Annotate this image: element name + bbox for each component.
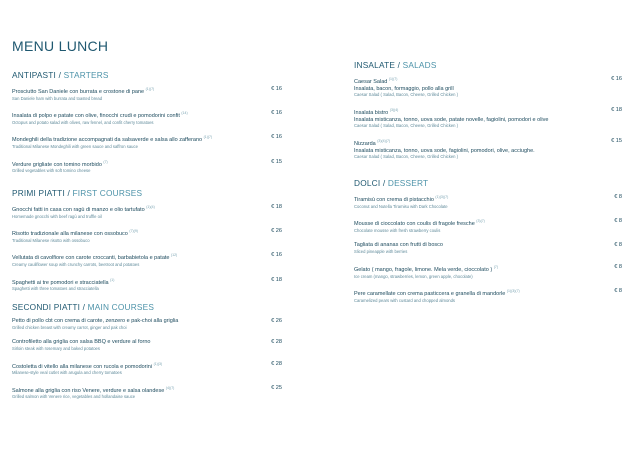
section-title-it: ANTIPASTI bbox=[12, 70, 57, 80]
dish-price: € 8 bbox=[614, 263, 622, 270]
allergen-codes: (3)(4)(7) bbox=[377, 139, 391, 144]
dish-name bbox=[12, 339, 260, 346]
dish-description: Milanese-style veal cutlet with arugula and cherry tomatoes bbox=[12, 370, 122, 376]
menu-item bbox=[354, 242, 622, 254]
dish-description: Traditional Milanese risotto with ossobuco bbox=[12, 237, 90, 243]
section-title-it: PRIMI PIATTI bbox=[12, 187, 65, 198]
dish-name bbox=[12, 159, 260, 169]
menu-item bbox=[12, 228, 282, 243]
section-title-en: SALADS bbox=[402, 60, 437, 70]
allergen-codes: (1)(3) bbox=[153, 361, 163, 366]
menu-item bbox=[12, 318, 282, 330]
section-title bbox=[12, 70, 282, 80]
menu-item bbox=[354, 76, 622, 98]
dish-name-text: Mondeghili della tradizione accompagnati da salsaverde e salsa allo zafferano bbox=[12, 137, 203, 144]
dish-price: € 25 bbox=[271, 384, 282, 391]
dish-description: Caesar Salad ( Salad, Bacon, Cheese, Grilled Chicken ) bbox=[354, 154, 459, 160]
dish-description: Spaghetti with three tomatoes and stracciatella bbox=[12, 286, 99, 292]
dish-description: Sliced pineapple with berries bbox=[354, 249, 408, 255]
allergen-codes: (14) bbox=[181, 111, 188, 116]
section-title-separator: / bbox=[64, 187, 73, 198]
allergen-codes: (12) bbox=[171, 253, 178, 258]
dish-name-text: Nizzarda bbox=[354, 140, 376, 147]
dish-name-text: Petto di pollo cbt con crema di carote, zenzero e pak-choi alla griglia bbox=[12, 317, 179, 324]
dish-name-text: Caesar Salad bbox=[354, 78, 388, 85]
menu-item bbox=[354, 264, 622, 279]
allergen-codes: (3)(7) bbox=[476, 219, 485, 224]
menu-item bbox=[12, 339, 282, 351]
dish-name bbox=[354, 76, 600, 86]
dish-description: Grilled salmon with Venere rice, vegetables and hollandaise sauce bbox=[12, 394, 136, 400]
allergen-codes: (1)(7) bbox=[145, 87, 155, 91]
dish-price: € 28 bbox=[271, 360, 282, 367]
dish-name bbox=[354, 288, 600, 298]
dish-name bbox=[12, 277, 260, 287]
dish-name bbox=[12, 318, 260, 325]
dish-name bbox=[12, 252, 260, 262]
menu-item bbox=[354, 107, 622, 129]
section-title-en: FIRST COURSES bbox=[72, 187, 143, 198]
menu-item bbox=[12, 385, 282, 400]
allergen-codes: (7) bbox=[493, 264, 498, 269]
dish-name bbox=[354, 138, 600, 148]
menu-section bbox=[354, 178, 622, 303]
dish-description: Traditional Milanese Mondeghili with green sauce and saffron sauce bbox=[12, 144, 138, 150]
dish-name-text: Vellutata di cavolfiore con carote croccanti, barbabietola e patate bbox=[12, 255, 170, 262]
dish-price: € 8 bbox=[614, 242, 622, 249]
dish-ingredients: Insalata, bacon, formaggio, pollo alla grill bbox=[354, 85, 454, 92]
dish-ingredients: Insalata misticanza, tonno, uova sode, fagiolini, pomodori, olive, acciughe. bbox=[354, 147, 535, 154]
dish-name-text: Spaghetti ai tre pomodori e stracciatella bbox=[12, 279, 109, 286]
menu-section bbox=[354, 60, 622, 160]
allergen-codes: (1)(7) bbox=[203, 135, 213, 140]
dish-name-text: Insalata di polpo e patate con olive, finocchi crudi e pomodorini confit bbox=[12, 113, 180, 120]
section-title-separator: / bbox=[395, 60, 403, 70]
menu-item bbox=[12, 159, 282, 174]
dish-description: Grilled vegetables with soft tomino cheese bbox=[12, 168, 91, 174]
dish-price: € 28 bbox=[271, 339, 282, 346]
dish-description: Ice cream (mango, strawberries, lemon, green apple, chocolate) bbox=[354, 273, 473, 279]
dish-price: € 26 bbox=[271, 228, 282, 235]
dish-description: Octopus and potato salad with olives, raw fennel, and confit cherry tomatoes bbox=[12, 119, 154, 125]
dish-name bbox=[12, 228, 260, 238]
section-title-separator: / bbox=[380, 178, 388, 189]
dish-name bbox=[12, 204, 260, 214]
dish-name bbox=[354, 242, 600, 249]
dish-name bbox=[12, 385, 260, 395]
dish-description: Coconut and Nutella Tiramisu with Dark Chocolate bbox=[354, 203, 448, 209]
section-title-en: STARTERS bbox=[63, 70, 109, 80]
dish-name bbox=[12, 110, 260, 120]
menu-item bbox=[12, 134, 282, 149]
allergen-codes: (1)(7) bbox=[388, 77, 398, 81]
dish-description: Homemade gnocchi with beef ragù and truffle oil bbox=[12, 213, 102, 219]
dish-name-text: Prosciutto San Daniele con burrata e crostone di pane bbox=[12, 88, 145, 95]
dish-price: € 16 bbox=[271, 110, 282, 117]
menu-item bbox=[354, 194, 622, 209]
menu-item bbox=[354, 288, 622, 303]
dish-description: Sirloin steak with rosemary and baked potatoes bbox=[12, 345, 100, 351]
section-title-separator: / bbox=[80, 301, 88, 312]
dish-name bbox=[354, 194, 600, 204]
dish-name-text: Tiramisù con crema di pistacchio bbox=[354, 196, 434, 203]
menu-item bbox=[12, 277, 282, 292]
dish-price: € 8 bbox=[614, 218, 622, 225]
allergen-codes: (1)(3)(7) bbox=[435, 195, 449, 200]
dish-price: € 16 bbox=[271, 252, 282, 259]
dish-price: € 8 bbox=[614, 194, 622, 201]
dish-price: € 18 bbox=[611, 107, 622, 114]
section-title-it: INSALATE bbox=[354, 60, 396, 70]
section-title-en: MAIN COURSES bbox=[87, 301, 155, 312]
dish-description: Caesar Salad ( Salad, Bacon, Cheese, Grilled Chicken ) bbox=[354, 123, 459, 129]
section-title-en: DESSERT bbox=[387, 178, 429, 189]
allergen-codes: (7)(9) bbox=[129, 229, 138, 234]
section-title-separator: / bbox=[56, 70, 64, 80]
dish-name-text: Controfiletto alla griglia con salsa BBQ e verdure al forno bbox=[12, 339, 151, 346]
dish-price: € 8 bbox=[614, 288, 622, 295]
menu-item bbox=[354, 218, 622, 233]
dish-price: € 16 bbox=[271, 134, 282, 141]
allergen-codes: (1)(3)(7) bbox=[506, 289, 520, 294]
dish-name-text: Insalata bistro bbox=[354, 109, 389, 116]
allergen-codes: (7) bbox=[103, 159, 108, 164]
dish-name bbox=[354, 107, 600, 117]
dish-name bbox=[12, 134, 260, 144]
dish-ingredients: Insalata misticanza, tonno, uova sode, patate novelle, fagiolini, pomodori e olive bbox=[354, 116, 549, 123]
dish-name-text: Gelato ( mango, fragole, limone. Mela verde, cioccolato ) bbox=[354, 266, 493, 273]
dish-description: San Daniele ham with burrata and toasted bread bbox=[12, 95, 103, 101]
allergen-codes: (3)(4) bbox=[389, 108, 399, 113]
menu-item bbox=[12, 204, 282, 219]
menu-section bbox=[12, 70, 282, 174]
dish-name-text: Tagliata di ananas con frutti di bosco bbox=[354, 242, 443, 249]
section-title bbox=[12, 302, 282, 312]
menu-section bbox=[12, 188, 282, 292]
section-title-it: SECONDI PIATTI bbox=[12, 301, 81, 312]
section-title-it: DOLCI bbox=[354, 178, 381, 189]
dish-price: € 15 bbox=[611, 138, 622, 145]
dish-price: € 26 bbox=[271, 317, 282, 324]
section-title bbox=[12, 188, 282, 198]
dish-description: Creamy cauliflower soup with crunchy carrots, beetroot and potatoes bbox=[12, 261, 140, 267]
menu-item bbox=[12, 110, 282, 125]
left-column bbox=[12, 70, 282, 409]
allergen-codes: (1)(4) bbox=[146, 204, 155, 209]
menu-item bbox=[354, 138, 622, 160]
dish-name bbox=[354, 264, 600, 274]
dish-name-text: Risotto tradizionale alla milanese con ossobuco bbox=[12, 230, 128, 237]
dish-price: € 16 bbox=[611, 76, 622, 82]
dish-name bbox=[12, 361, 260, 371]
dish-name-text: Mousse di cioccolato con coulis di fragole fresche bbox=[354, 221, 475, 228]
dish-name-text: Salmone alla griglia con riso Venere, verdure e salsa olandese bbox=[12, 387, 165, 394]
dish-price: € 16 bbox=[271, 86, 282, 92]
dish-name-text: Verdure grigliate con tomino morbido bbox=[12, 161, 102, 168]
menu-item bbox=[12, 252, 282, 267]
right-column bbox=[354, 60, 622, 312]
section-title bbox=[354, 60, 622, 70]
menu-item bbox=[12, 361, 282, 376]
dish-description: Grilled chicken breast with creamy carrot, ginger and pak choi bbox=[12, 324, 127, 330]
allergen-codes: (1) bbox=[110, 277, 115, 282]
dish-name-text: Gnocchi fatti in casa con ragù di manzo e olio tartufato bbox=[12, 206, 145, 213]
dish-price: € 18 bbox=[271, 276, 282, 283]
dish-description: Caesar Salad ( Salad, Bacon, Cheese, Grilled Chicken ) bbox=[354, 92, 459, 98]
allergen-codes: (4)(7) bbox=[165, 385, 175, 390]
dish-name-text: Costoletta di vitello alla milanese con rucola e pomodorini bbox=[12, 363, 153, 370]
menu-item bbox=[12, 86, 282, 101]
dish-price: € 15 bbox=[271, 158, 282, 165]
dish-name bbox=[354, 218, 600, 228]
section-title bbox=[354, 178, 622, 188]
dish-name bbox=[12, 86, 260, 96]
dish-description: Caramelized pears with custard and chopped almonds bbox=[354, 297, 456, 303]
dish-description: Chocolate mousse with fresh strawberry coulis bbox=[354, 227, 441, 233]
menu-title: MENU LUNCH bbox=[12, 38, 109, 54]
menu-section bbox=[12, 302, 282, 400]
dish-price: € 18 bbox=[271, 203, 282, 210]
dish-name-text: Pere caramellate con crema pasticcera e granella di mandorle bbox=[354, 290, 506, 297]
